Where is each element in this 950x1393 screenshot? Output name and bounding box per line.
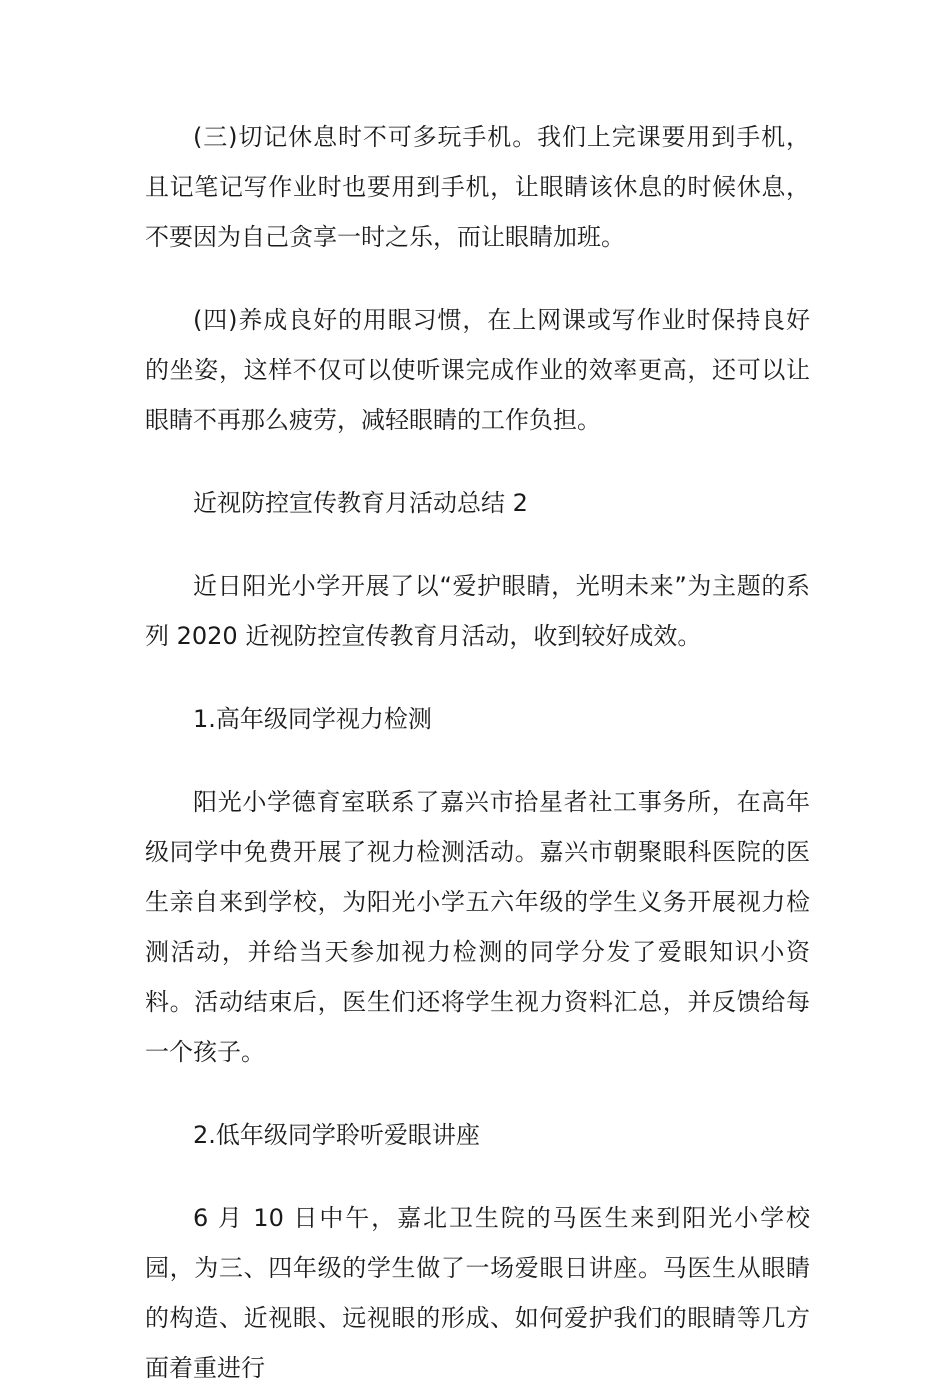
section-title-summary-2: 近视防控宣传教育月活动总结 2 (193, 489, 528, 517)
paragraph-gap (145, 1077, 810, 1110)
paragraph-gap (145, 661, 810, 694)
paragraph-gap (145, 445, 810, 478)
paragraph-gap (145, 744, 810, 777)
paragraph-gap (145, 528, 810, 561)
subheading-eye-lecture: 2.低年级同学聆听爱眼讲座 (193, 1121, 480, 1149)
paragraph-rest-phone: (三)切记休息时不可多玩手机。我们上完课要用到手机，且记笔记写作业时也要用到手机，让眼睛该休息的时候休息，不要因为自己贪享一时之乐，而让眼睛加班。 (145, 123, 810, 251)
paragraph-gap (145, 1160, 810, 1193)
paragraph-eye-habits: (四)养成良好的用眼习惯，在上网课或写作业时保持良好的坐姿，这样不仅可以使听课完成作业的效率更高，还可以让眼睛不再那么疲劳，减轻眼睛的工作负担。 (145, 306, 810, 434)
subheading-vision-test: 1.高年级同学视力检测 (193, 705, 432, 733)
paragraph-eye-lecture: 6 月 10 日中午，嘉北卫生院的马医生来到阳光小学校园，为三、四年级的学生做了一场爱眼日讲座。马医生从眼睛的构造、近视眼、远视眼的形成、如何爱护我们的眼睛等几方面着重进行 (145, 1204, 810, 1382)
paragraph-intro: 近日阳光小学开展了以“爱护眼睛，光明未来”为主题的系列 2020 近视防控宣传教育月活动，收到较好成效。 (145, 572, 810, 650)
paragraph-vision-test: 阳光小学德育室联系了嘉兴市拾星者社工事务所，在高年级同学中免费开展了视力检测活动。嘉兴市朝聚眼科医院的医生亲自来到学校，为阳光小学五六年级的学生义务开展视力检测活动，并给当天参加视力检测的同学分发了爱眼知识小资料。活动结束后，医生们还将学生视力资料汇总，并反馈给每一个孩子。 (145, 788, 810, 1066)
paragraph-gap (145, 262, 810, 295)
document-body (145, 112, 810, 1393)
